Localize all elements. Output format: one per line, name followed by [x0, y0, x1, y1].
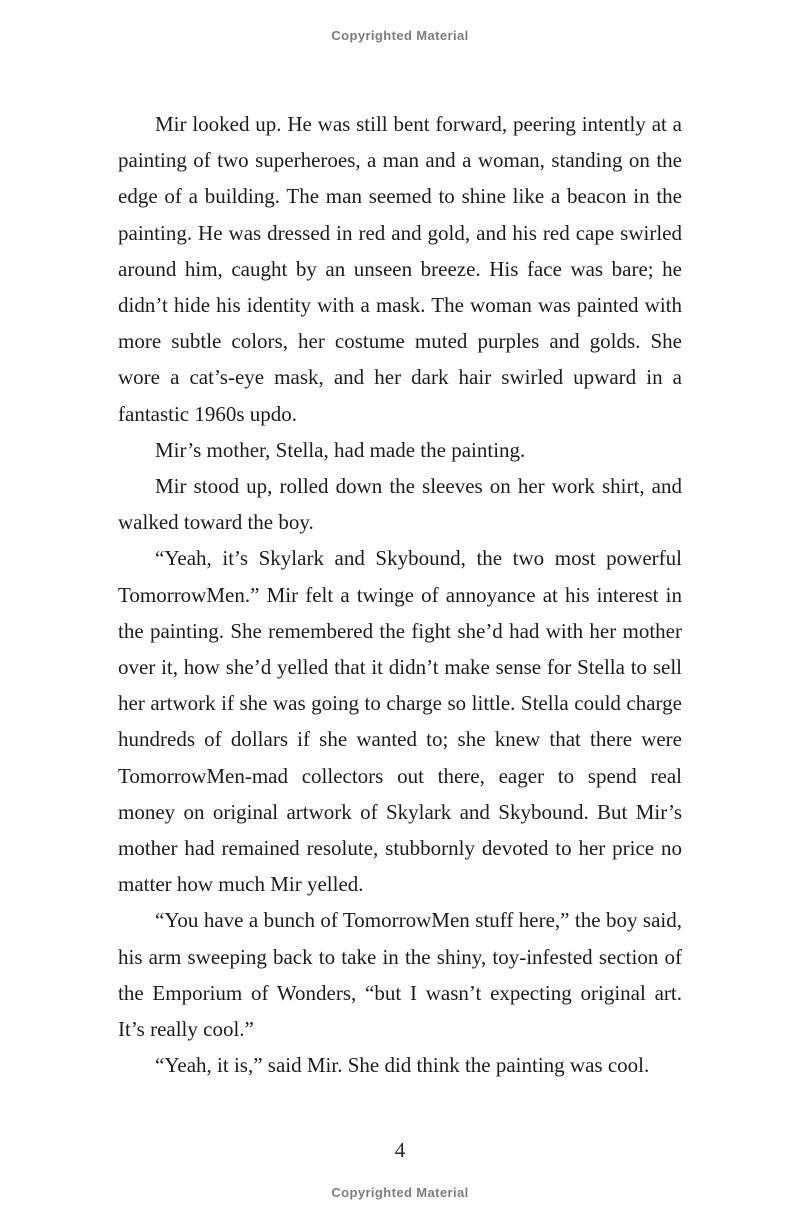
paragraph-6: “Yeah, it is,” said Mir. She did think the painting was cool. — [155, 1053, 650, 1078]
paragraph-3: Mir stood up, rolled down the sleeves on her work shirt, and walked toward the boy. — [118, 474, 682, 535]
page-number: 4 — [394, 1138, 406, 1162]
page-text — [118, 106, 682, 1083]
paragraph-1: Mir looked up. He was still bent forward, peering intently at a painting of two superheroes, a man and a woman, standing on the edge of a building. The man seemed to shine like a beacon in the painting. He was dressed in red and gold, and his red cape swirled around him, caught by an unseen breeze. His face was bare; he didn’t hide his identity with a mask. The woman was painted with more subtle colors, her costume muted purples and golds. She wore a cat’s-eye mask, and her dark hair swirled upward in a fantastic 1960s updo. — [118, 112, 682, 426]
copyright-notice-top: Copyrighted Material — [331, 28, 469, 43]
paragraph-4: “Yeah, it’s Skylark and Skybound, the two most powerful TomorrowMen.” Mir felt a twinge of annoyance at his interest in the painting. She remembered the fight she’d had with her mother over it, how she’d yelled that it didn’t make sense for Stella to sell her artwork if she was going to charge so little. Stella could charge hundreds of dollars if she wanted to; she knew that there were TomorrowMen-mad collectors out there, eager to spend real money on original artwork of Skylark and Skybound. But Mir’s mother had remained resolute, stubbornly devoted to her price no matter how much Mir yelled. — [118, 546, 682, 897]
paragraph-5: “You have a bunch of TomorrowMen stuff here,” the boy said, his arm sweeping back to take in the shiny, toy-infested section of the Emporium of Wonders, “but I wasn’t expecting original art. It’s really cool.” — [118, 908, 682, 1042]
copyright-notice-bottom: Copyrighted Material — [331, 1185, 469, 1200]
paragraph-2: Mir’s mother, Stella, had made the painting. — [155, 437, 526, 462]
